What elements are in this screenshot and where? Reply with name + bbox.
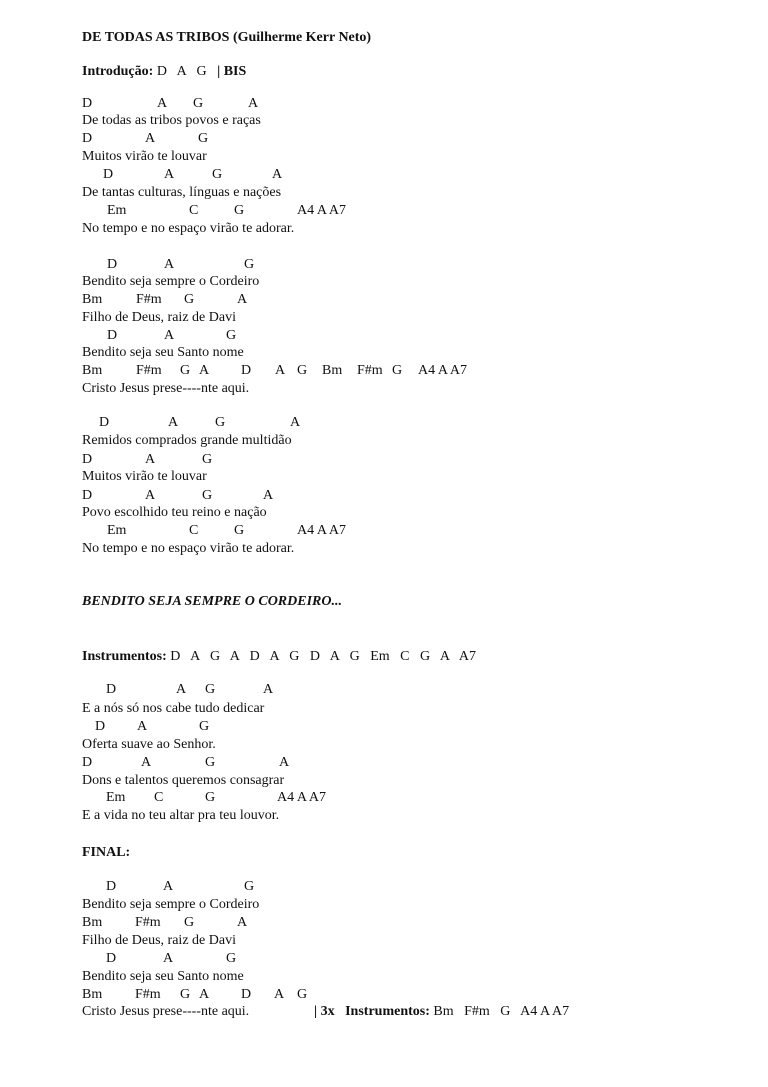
final-instrumentos-label: Instrumentos:	[345, 1004, 430, 1019]
chord: A	[275, 363, 286, 378]
chord: A4 A A7	[277, 790, 327, 805]
chord: D	[241, 987, 252, 1002]
chord: A	[274, 987, 285, 1002]
chord: G	[198, 131, 209, 146]
chord: G	[199, 719, 210, 734]
lyric-line: E a nós só nos cabe tudo dedicar	[82, 701, 265, 716]
chord: D	[82, 488, 93, 503]
chord: Bm	[82, 987, 103, 1002]
chord: G	[205, 755, 216, 770]
lyric-line: Bendito seja sempre o Cordeiro	[82, 274, 260, 289]
chord: A	[263, 488, 274, 503]
chord: D	[82, 96, 93, 111]
chord: A	[168, 415, 179, 430]
lyric-line: No tempo e no espaço virão te adorar.	[82, 541, 295, 556]
chord: Bm	[82, 363, 103, 378]
chord: G	[297, 987, 308, 1002]
chord: A	[290, 415, 301, 430]
lyric-line: Bendito seja sempre o Cordeiro	[82, 897, 260, 912]
chord: F#m	[357, 363, 383, 378]
final-label: FINAL:	[82, 845, 131, 860]
chord: A	[163, 951, 174, 966]
instrumentos-chords: D A G A D A G D A G Em C G A A7	[170, 649, 476, 664]
chord: G	[202, 452, 213, 467]
lyric-line: Cristo Jesus prese----nte aqui.	[82, 381, 250, 396]
intro-label: Introdução:	[82, 64, 154, 79]
chord: D	[106, 879, 117, 894]
chord: G	[202, 488, 213, 503]
song-title: DE TODAS AS TRIBOS (Guilherme Kerr Neto)	[82, 30, 372, 45]
repeat-heading: BENDITO SEJA SEMPRE O CORDEIRO...	[82, 594, 342, 609]
chord: A4 A A7	[297, 203, 347, 218]
chord: D	[103, 167, 114, 182]
chord: G	[297, 363, 308, 378]
lyric-line: Bendito seja seu Santo nome	[82, 345, 244, 360]
chord: Bm	[322, 363, 343, 378]
chord: D	[95, 719, 106, 734]
chord: F#m	[136, 292, 162, 307]
chord: A	[237, 292, 248, 307]
chord: D	[106, 682, 117, 697]
final-tail	[314, 1003, 569, 1021]
intro-chords: D A G	[156, 64, 207, 79]
lyric-line: Dons e talentos queremos consagrar	[82, 773, 285, 788]
chord: Bm	[82, 915, 103, 930]
chord: Em	[106, 790, 126, 805]
intro-line	[82, 63, 246, 81]
lyric-line: Filho de Deus, raiz de Davi	[82, 310, 236, 325]
chord: D	[99, 415, 110, 430]
chord: A	[157, 96, 168, 111]
chord: A	[145, 452, 156, 467]
chord: G	[205, 790, 216, 805]
chord: D	[241, 363, 252, 378]
chord: D	[107, 257, 118, 272]
chord: D	[82, 452, 93, 467]
chord: A	[164, 167, 175, 182]
chord: A	[163, 879, 174, 894]
chord: D	[82, 755, 93, 770]
lyric-line: Povo escolhido teu reino e nação	[82, 505, 267, 520]
chord: G	[234, 203, 245, 218]
chord: A	[176, 682, 187, 697]
chord: Em	[107, 203, 127, 218]
chord: C	[189, 203, 199, 218]
chord: A	[145, 131, 156, 146]
chord: G	[184, 915, 195, 930]
chord: A	[145, 488, 156, 503]
chord: G	[212, 167, 223, 182]
lyric-line: De todas as tribos povos e raças	[82, 113, 261, 128]
chord: G	[226, 328, 237, 343]
chord: G	[392, 363, 403, 378]
lyric-line: Bendito seja seu Santo nome	[82, 969, 244, 984]
lyric-line: Remidos comprados grande multidão	[82, 433, 292, 448]
chord: F#m	[136, 363, 162, 378]
lyric-line: Filho de Deus, raiz de Davi	[82, 933, 236, 948]
chord: A	[141, 755, 152, 770]
chord: Bm	[82, 292, 103, 307]
chord: G	[244, 257, 255, 272]
chord: A	[263, 682, 274, 697]
chord: G	[193, 96, 204, 111]
chord: G	[215, 415, 226, 430]
chord: A	[248, 96, 259, 111]
chord: G	[234, 523, 245, 538]
instrumentos-label: Instrumentos:	[82, 649, 167, 664]
chord: A	[137, 719, 148, 734]
lyric-line: Muitos virão te louvar	[82, 149, 207, 164]
chord: A4 A A7	[418, 363, 468, 378]
chord: F#m	[135, 987, 161, 1002]
chord: G	[180, 363, 191, 378]
chord: A	[272, 167, 283, 182]
lyric-line: Oferta suave ao Senhor.	[82, 737, 216, 752]
chord: G	[180, 987, 191, 1002]
chord: A	[164, 257, 175, 272]
chord: C	[189, 523, 199, 538]
chord: D	[107, 328, 118, 343]
chord: C	[154, 790, 164, 805]
lyric-line: De tantas culturas, línguas e nações	[82, 185, 282, 200]
chord: A	[164, 328, 175, 343]
chord: D	[82, 131, 93, 146]
chord: A	[279, 755, 290, 770]
lyric-line: Muitos virão te louvar	[82, 469, 207, 484]
chord: A4 A A7	[297, 523, 347, 538]
chord: D	[106, 951, 117, 966]
chord: F#m	[135, 915, 161, 930]
chord: A	[199, 987, 210, 1002]
chord: G	[226, 951, 237, 966]
chord: G	[244, 879, 255, 894]
chord: A	[199, 363, 210, 378]
final-instrumentos-chords: Bm F#m G A4 A A7	[433, 1004, 570, 1019]
repeat-count: | 3x	[314, 1004, 335, 1019]
intro-bis: | BIS	[217, 64, 247, 79]
chord: Em	[107, 523, 127, 538]
lyric-line: Cristo Jesus prese----nte aqui.	[82, 1004, 250, 1019]
chord: G	[205, 682, 216, 697]
instrumentos-line	[82, 648, 476, 666]
chord: A	[237, 915, 248, 930]
lyric-line: E a vida no teu altar pra teu louvor.	[82, 808, 280, 823]
lyric-line: No tempo e no espaço virão te adorar.	[82, 221, 295, 236]
chord: G	[184, 292, 195, 307]
